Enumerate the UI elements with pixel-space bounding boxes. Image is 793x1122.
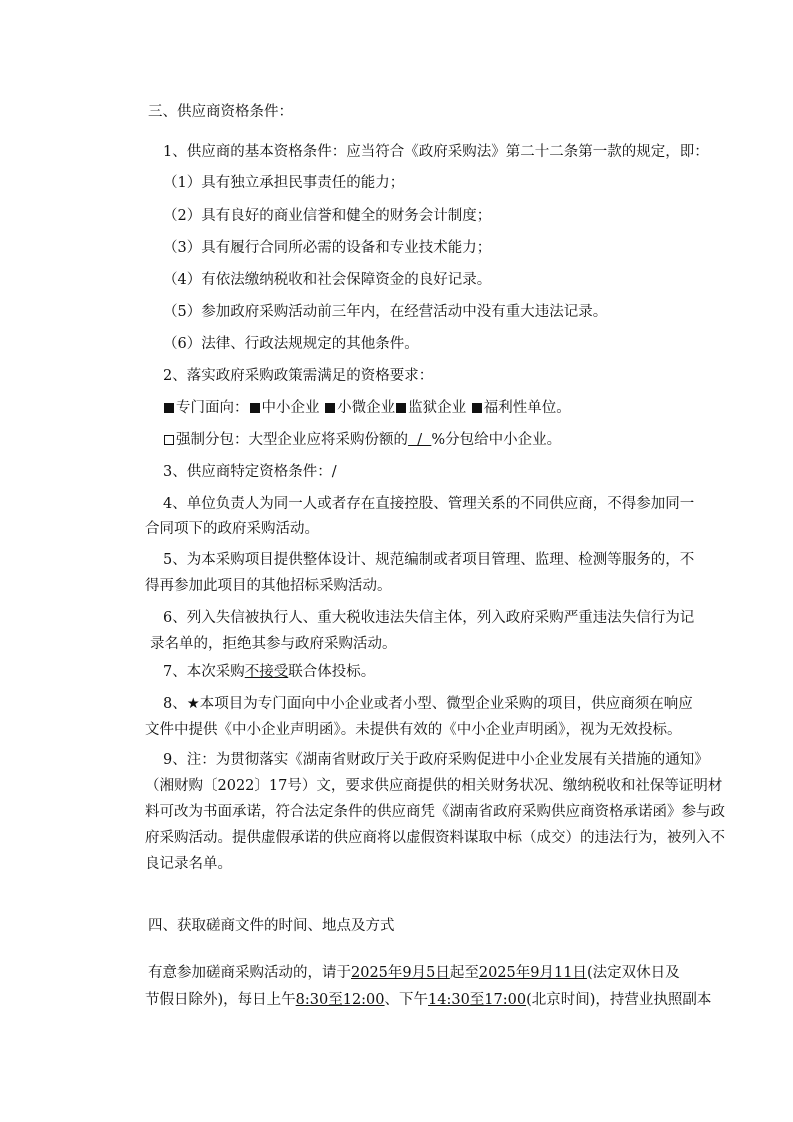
section-4-paragraph-line-1: 有意参加磋商采购活动的，请于2025年9月5日起至2025年9月11日(法定双休日及 [148, 965, 680, 981]
item-8-line-1: 8、★本项目为专门面向中小企业或者小型、微型企业采购的项目，供应商须在响应 [163, 696, 693, 712]
item-4-line-1: 4、单位负责人为同一人或者存在直接控股、管理关系的不同供应商，不得参加同一 [163, 496, 695, 512]
morning-hours: 8:30至12:00 [295, 992, 385, 1008]
item-5-line-1: 5、为本采购项目提供整体设计、规范编制或者项目管理、监理、检测等服务的，不 [163, 552, 695, 568]
unchecked-box-icon [164, 435, 174, 445]
item-3: 3、供应商特定资格条件：/ [163, 464, 337, 480]
checked-box-icon [396, 403, 406, 413]
section-4-paragraph-line-2: 节假日除外)，每日上午8:30至12:00、下午14:30至17:00(北京时间)，持营业执照副本 [145, 992, 712, 1008]
afternoon-hours: 14:30至17:00 [428, 992, 527, 1008]
item-6-line-1: 6、列入失信被执行人、重大税收违法失信主体，列入政府采购严重违法失信行为记 [163, 610, 695, 626]
sub-item-5: （5）参加政府采购活动前三年内，在经营活动中没有重大违法记录。 [163, 304, 608, 320]
checked-box-icon [472, 403, 482, 413]
item-9-line-3: 料可改为书面承诺，符合法定条件的供应商凭《湖南省政府采购供应商资格承诺函》参与政 [145, 804, 725, 820]
section-4-title: 四、获取磋商文件的时间、地点及方式 [148, 918, 395, 934]
item-4-line-2: 合同项下的政府采购活动。 [145, 521, 319, 537]
subcontract-blank: / [408, 432, 432, 448]
item-9-line-2: （湘财购〔2022〕17号）文，要求供应商提供的相关财务状况、缴纳税收和社保等证明材 [145, 778, 723, 794]
item-2: 2、落实政府采购政策需满足的资格要求： [163, 368, 434, 384]
sub-item-2: （2）具有良好的商业信誉和健全的财务会计制度； [163, 208, 492, 224]
item-7-underlined: 不接受 [244, 664, 289, 680]
item-9-line-5: 良记录名单。 [145, 856, 232, 872]
sub-item-4: （4）有依法缴纳税收和社会保障资金的良好记录。 [163, 272, 492, 288]
item-1: 1、供应商的基本资格条件：应当符合《政府采购法》第二十二条第一款的规定，即： [163, 144, 709, 160]
star-icon: ★ [186, 696, 200, 712]
checked-box-icon [250, 403, 260, 413]
subcontract-line: 强制分包：大型企业应将采购份额的 / %分包给中小企业。 [163, 430, 561, 450]
sub-item-3: （3）具有履行合同所必需的设备和专业技术能力； [163, 240, 492, 256]
policy-line: 专门面向： 中小企业 小微企业 监狱企业 福利性单位。 [163, 398, 571, 418]
start-date: 2025年9月5日 [351, 965, 450, 981]
item-5-line-2: 得再参加此项目的其他招标采购活动。 [145, 578, 392, 594]
item-9-line-4: 府采购活动。提供虚假承诺的供应商将以虚假资料谋取中标（成交）的违法行为，被列入不 [145, 830, 725, 846]
section-3-title: 三、供应商资格条件： [148, 104, 293, 120]
sub-item-1: （1）具有独立承担民事责任的能力； [163, 175, 405, 191]
item-9-line-1: 9、注：为贯彻落实《湖南省财政厅关于政府采购促进中小企业发展有关措施的通知》 [163, 752, 709, 768]
checked-box-icon [164, 403, 174, 413]
item-8-line-2: 文件中提供《中小企业声明函》。未提供有效的《中小企业声明函》，视为无效投标。 [145, 722, 682, 738]
item-7: 7、本次采购不接受联合体投标。 [163, 664, 376, 680]
checked-box-icon [325, 403, 335, 413]
item-6-line-2: 录名单的，拒绝其参与政府采购活动。 [150, 636, 397, 652]
end-date: 2025年9月11日 [478, 965, 587, 981]
sub-item-6: （6）法律、行政法规规定的其他条件。 [163, 336, 419, 352]
